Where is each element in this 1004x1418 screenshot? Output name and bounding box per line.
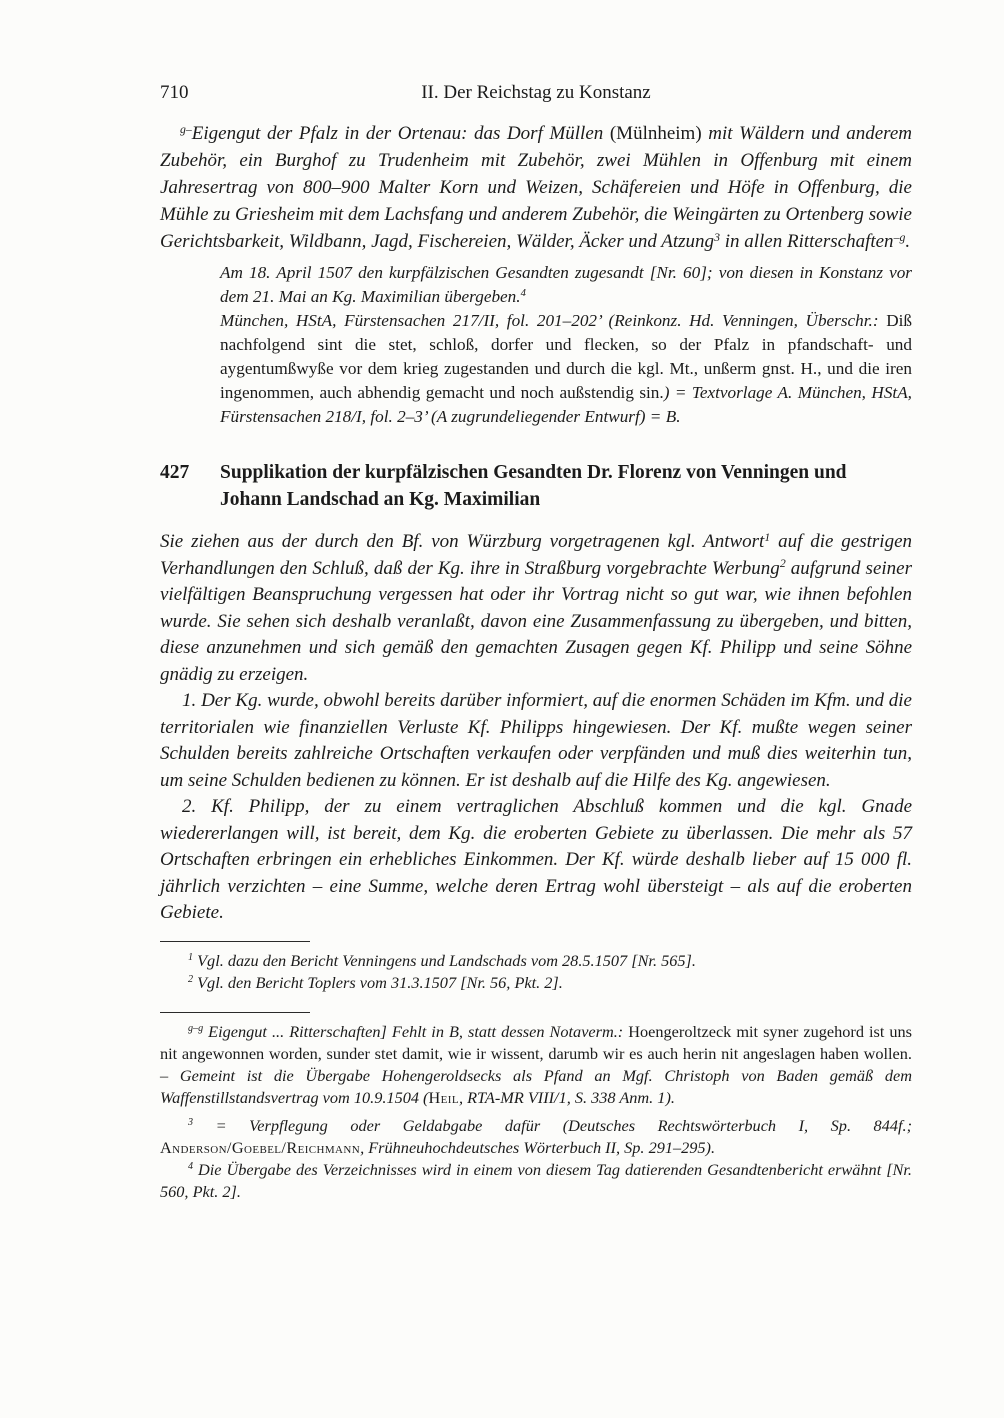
page-header: [160, 82, 912, 104]
source-note-archival: München, HStA, Fürstensachen 217/II, fol. 201–202’ (Reinkonz. Hd. Venningen, Überschr.: Diß nachfolgend sint die stet, schloß, dorfer und flecken, so der Pfalz in pfandschaft- und aygentumßwyße vor dem krieg zugestanden und durch die kgl. Mt., unßerm gnst. H., und die iren ingenommen, auch abhendig gemacht und noch außstendig sin.) = Textvorlage A. München, HStA, Fürstensachen 218/I, fol. 2–3’ (A zugrundeliegender Entwurf) = B.: [220, 311, 912, 426]
intro-regest-paragraph: $^{g-}$Eigengut der Pfalz in der Ortenau: das Dorf Müllen (Mülnheim) mit Wäldern und anderem Zubehör, ein Burghof zu Trudenheim mit Zubehör, zwei Mühlen in Offenburg mit einem Jahresertrag von 800–900 Malter Korn und Weizen, Schäfereien und Höfe in Offenburg, die Mühle zu Griesheim mit dem Lachsfang und anderem Zubehör, die Weingärten zu Ortenberg sowie Gerichtsbarkeit, Wildbann, Jagd, Fischereien, Wälder, Äcker und Atzung$^3$ in allen Ritterschaften$^{-g}$.: [160, 122, 912, 252]
footnote-2: $^2$ Vgl. den Bericht Toplers vom 31.3.1507 [Nr. 56, Pkt. 2].: [188, 972, 563, 992]
footnote-4: $^4$ Die Übergabe des Verzeichnisses wird in einem von diesem Tag datierenden Gesandtenbericht erwähnt [Nr. 560, Pkt. 2].: [160, 1159, 912, 1201]
entry-title: Supplikation der kurpfälzischen Gesandten Dr. Florenz von Venningen und Johann Landschad an Kg. Maximilian: [220, 462, 847, 510]
source-note-transmission: Am 18. April 1507 den kurpfälzischen Gesandten zugesandt [Nr. 60]; von diesen in Konstanz vor dem 21. Mai an Kg. Maximilian übergeben.$^4$: [220, 263, 912, 306]
entry-number: 427: [160, 462, 190, 483]
footnote-1: $^1$ Vgl. dazu den Bericht Venningens und Landschads vom 28.5.1507 [Nr. 565].: [188, 950, 696, 970]
body-paragraph-1: Sie ziehen aus der durch den Bf. von Würzburg vorgetragenen kgl. Antwort$^1$ auf die gestrigen Verhandlungen den Schluß, daß der Kg. ihre in Straßburg vorgebrachte Werbung$^2$ aufgrund seiner vielfältigen Beanspruchung vergessen hat oder ihr Vortrag nicht so gut war, wie ihnen befohlen wurde. Sie sehen sich deshalb veranlaßt, davon eine Zusammenfassung zu übergeben, und bitten, diese anzunehmen und sich gemäß den gemachten Zusagen gegen Kf. Philipp und seine Söhne gnädig zu erzeigen.: [160, 530, 913, 685]
footnote-separator-rule: [160, 941, 310, 942]
apparatus-separator-rule: [160, 1012, 310, 1013]
body-paragraph-3: 2. Kf. Philipp, der zu einem vertraglichen Abschluß kommen und die kgl. Gnade wiedererlangen will, ist bereit, dem Kg. die eroberten Gebiete zu überlassen. Die mehr als 57 Ortschaften erbringen ein erhebliches Einkommen. Der Kf. würde deshalb lieber auf 15 000 fl. jährlich verzichten – eine Summe, welche deren Ertrag wohl übersteigt – als auf die eroberten Gebiete.: [160, 796, 912, 923]
apparatus-note-g: $^{g-g}$ Eigengut ... Ritterschaften] Fehlt in B, statt dessen Notaverm.: Hoengeroltzeck mit syner zugehord ist uns nit angewonnen worden, sunder stet damit, wie ir wissent, darumb wir es auch herin nit angeslagen haben wollen. – Gemeint ist die Übergabe Hohengeroldsecks als Pfand an Mgf. Christoph von Baden gemäß dem Waffenstillstandsvertrag vom 10.9.1504 (Heil, RTA-MR VIII/1, S. 338 Anm. 1).: [160, 1021, 913, 1107]
page-number: 710: [160, 82, 189, 103]
entry-heading: [160, 459, 912, 513]
footnote-3: $^3$ = Verpflegung oder Geldabgabe dafür (Deutsches Rechtswörterbuch I, Sp. 844f.; Anderson/Goebel/Reichmann, Frühneuhochdeutsches Wörterbuch II, Sp. 291–295).: [160, 1115, 912, 1157]
body-paragraph-2: 1. Der Kg. wurde, obwohl bereits darüber informiert, auf die enormen Schäden im Kfm. und die territorialen wie finanziellen Verluste Kf. Philipps hingewiesen. Der Kf. mußte wegen seiner Schulden bereits zahlreiche Ortschaften verkaufen oder verpfänden und muß dies weiterhin tun, um seine Schulden bedienen zu können. Er ist deshalb auf die Hilfe des Kg. angewiesen.: [160, 690, 912, 791]
text-block: [160, 82, 912, 1203]
source-note-block: [220, 261, 912, 429]
running-head-title: II. Der Reichstag zu Konstanz: [421, 82, 651, 103]
